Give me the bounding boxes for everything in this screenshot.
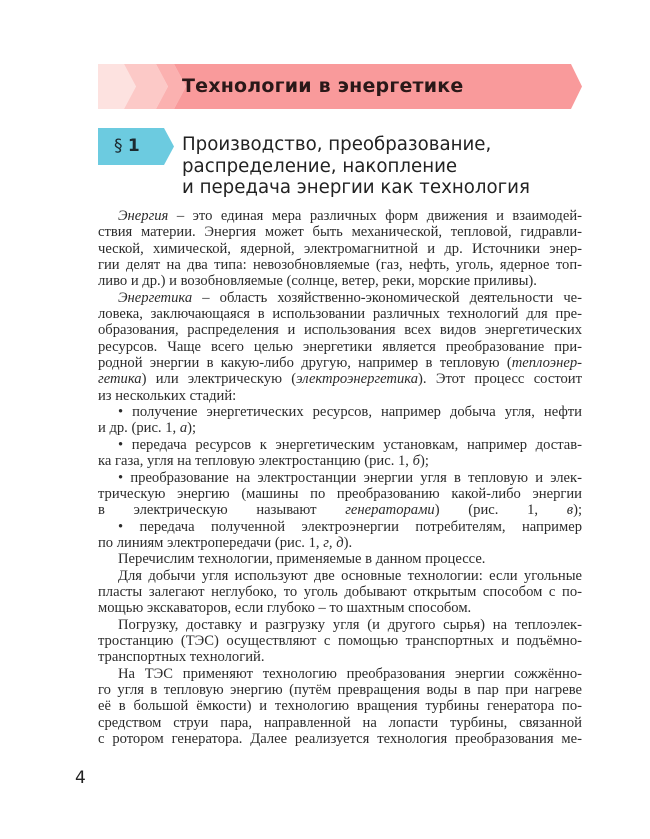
text-line [98, 273, 582, 289]
paragraph-symbol: § [114, 136, 123, 156]
text-line [98, 715, 582, 731]
text-run: – область хозяйственно-экономической деятельности че- [192, 289, 582, 306]
text-run: • получение энергетических ресурсов, например добыча угля, нефти [118, 404, 582, 421]
text-run: ловека, заключающаяся в использовании различных технологий для пре- [98, 306, 582, 323]
text-run: в электрическую называют [98, 502, 346, 519]
emphasized-term: электроэнергетика [296, 371, 419, 388]
emphasized-term: Энергия [118, 208, 169, 224]
text-run: транспортных технологий. [98, 649, 265, 666]
text-line [98, 486, 582, 502]
text-line [98, 551, 582, 567]
text-line [98, 453, 582, 469]
text-run: гии делят на два типа: невозобновляемые (газ, нефть, уголь, ядерное топ- [98, 257, 582, 274]
text-line [98, 568, 582, 584]
text-line [98, 306, 582, 322]
text-line [98, 224, 582, 240]
text-run: • преобразование на электростанции энергии угля в тепловую и элек- [118, 469, 582, 486]
section-title-line: распределение, накопление [182, 155, 458, 177]
section-title-line: Производство, преобразование, [182, 134, 492, 155]
text-line [98, 633, 582, 649]
text-run: Перечислим технологии, применяемые в данном процессе. [118, 551, 486, 568]
section-title [182, 134, 582, 199]
text-run: из нескольких стадий: [98, 387, 237, 404]
text-run: Погрузку, доставку и разгрузку угля (и другого сырья) на теплоэлек- [118, 616, 582, 633]
text-line [98, 420, 582, 436]
text-run: ) (рис. 1, [434, 502, 567, 519]
text-run: ); [573, 502, 582, 519]
chapter-title: Технологии в энергетике [182, 75, 464, 97]
text-line [98, 290, 582, 306]
text-run: мощью экскаваторов, если глубоко – то шахтным способом. [98, 600, 472, 617]
text-line [98, 388, 582, 404]
text-line [98, 437, 582, 453]
text-line [98, 731, 582, 747]
text-run: ). [343, 534, 353, 551]
emphasized-term: в [566, 502, 574, 519]
text-run: • передача полученной электроэнергии потребителям, например [118, 518, 582, 535]
text-run: – это единая мера различных форм движения и взаимодей- [168, 208, 582, 224]
section-badge [98, 128, 174, 165]
text-line [98, 208, 582, 224]
emphasized-term: теплоэнер- [511, 355, 582, 372]
page-number: 4 [75, 768, 86, 788]
text-run: ); [419, 453, 429, 470]
emphasized-term: г, д [323, 534, 344, 551]
text-line [98, 535, 582, 551]
text-line [98, 584, 582, 600]
section-number-value: 1 [127, 136, 140, 156]
section-number [114, 128, 140, 165]
text-run: по линиям электропередачи (рис. 1, [98, 534, 324, 551]
emphasized-term: Энергетика [118, 289, 193, 306]
text-run: родной энергии в какую-либо другую, например в тепловую ( [98, 355, 512, 372]
text-line [98, 470, 582, 486]
text-run: её в большой ёмкости) и технологию вращения турбины генератора по- [98, 698, 582, 715]
text-run: ). Этот процесс состоит [418, 371, 582, 388]
text-run: пласты залегают неглубоко, то уголь добывают открытым способом с по- [98, 583, 582, 600]
chapter-banner [98, 64, 582, 109]
text-run: го угля в тепловую энергию (путём превращения воды в пар при нагреве [98, 681, 582, 698]
text-run: Для добычи угля используют две основные технологии: если угольные [118, 567, 582, 584]
text-line [98, 649, 582, 665]
text-run: ливо и др.) и возобновляемые (солнце, ветер, реки, морские приливы). [98, 273, 537, 290]
text-line [98, 257, 582, 273]
text-line [98, 698, 582, 714]
text-line [98, 519, 582, 535]
text-line [98, 617, 582, 633]
body-text [98, 208, 582, 747]
text-run: средством струи пара, направленной на лопасти турбины, связанной [98, 714, 582, 731]
text-run: и др. (рис. 1, [98, 420, 180, 437]
text-line [98, 404, 582, 420]
text-run: с ротором генератора. Далее реализуется технология преобразования ме- [98, 731, 582, 747]
text-run: ка газа, угля на тепловую электростанцию (рис. 1, [98, 453, 413, 470]
text-run: На ТЭС применяют технологию преобразования энергии сожжённо- [118, 665, 582, 682]
emphasized-term: генераторами [345, 502, 435, 519]
text-line [98, 682, 582, 698]
text-run: трическую энергию (машины по преобразованию какой-либо энергии [98, 485, 582, 502]
text-line [98, 355, 582, 371]
text-run: образования, распределения и использования всех видов энергетических [98, 322, 582, 339]
text-run: ресурсов. Чаще всего целью энергетики является преобразование при- [98, 338, 582, 355]
text-line [98, 322, 582, 338]
text-run: ствия материи. Энергия может быть механической, тепловой, гидравли- [98, 224, 582, 241]
text-run: ) или электрическую ( [141, 371, 297, 388]
text-run: ); [187, 420, 197, 437]
text-run: • передача ресурсов к энергетическим установкам, например достав- [118, 436, 582, 453]
text-line [98, 339, 582, 355]
section-title-line: и передача энергии как технология [182, 177, 530, 199]
emphasized-term: гетика [98, 371, 142, 388]
text-run: ческой, химической, ядерной, электромагнитной и др. Источники энер- [98, 240, 582, 257]
text-run: тростанцию (ТЭС) осуществляют с помощью транспортных и подъёмно- [98, 632, 582, 649]
text-line [98, 502, 582, 518]
text-line [98, 371, 582, 387]
text-line [98, 241, 582, 257]
text-line [98, 666, 582, 682]
emphasized-term: а [179, 420, 188, 437]
emphasized-term: б [412, 453, 420, 470]
text-line [98, 600, 582, 616]
